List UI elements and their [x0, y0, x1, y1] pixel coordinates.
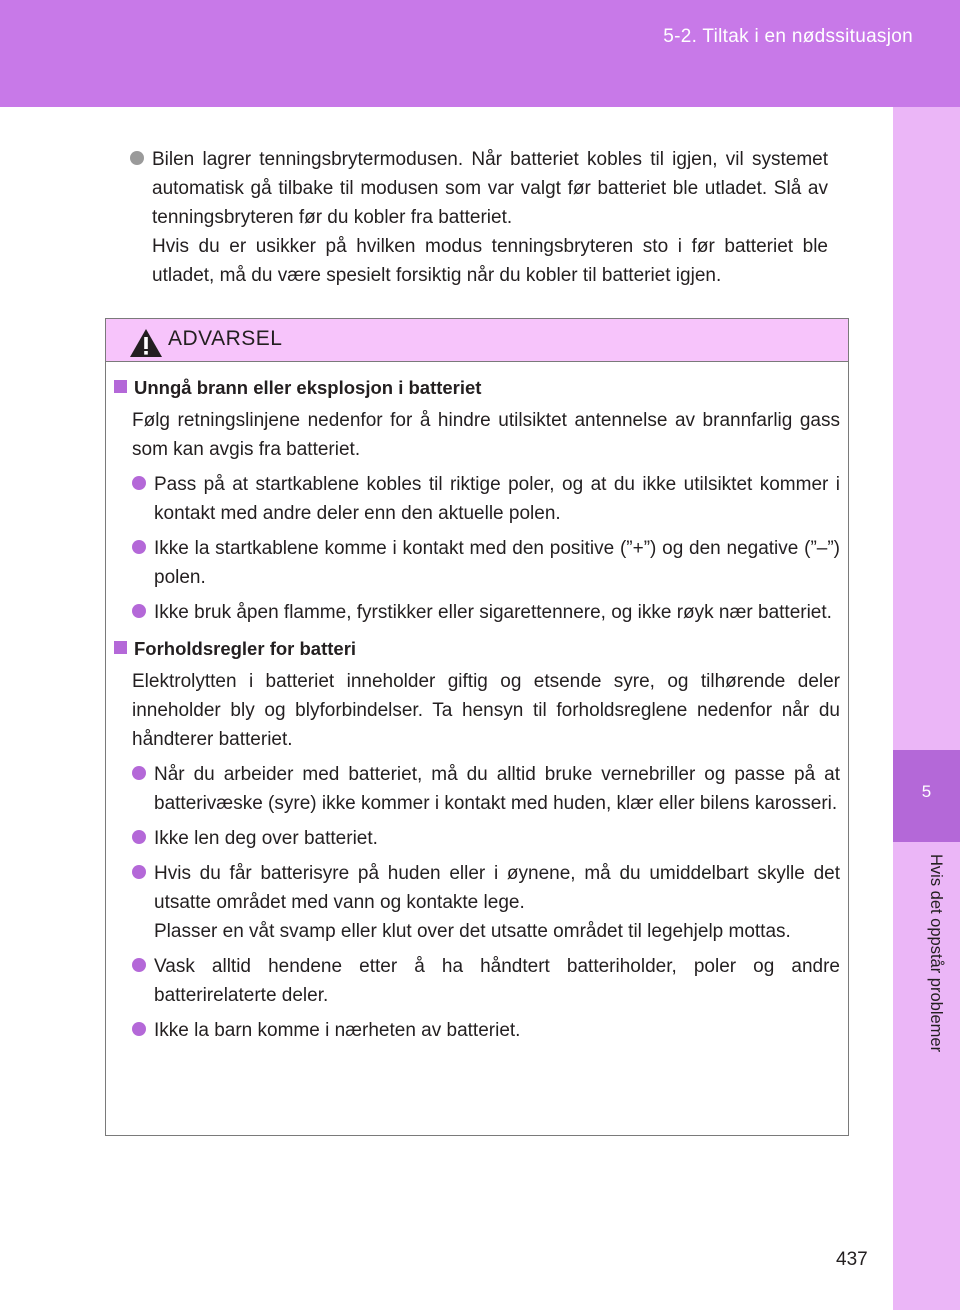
list-item-text: Vask alltid hendene etter å ha håndtert batteriholder, poler og andre batterirelaterte deler. [154, 956, 840, 1006]
section-intro [114, 406, 840, 464]
warning-box [105, 318, 849, 1136]
bullet-dot-icon [132, 958, 146, 972]
warning-triangle-icon [129, 328, 163, 358]
chapter-label-block [893, 842, 960, 1102]
square-bullet-icon [114, 380, 127, 393]
list-item-text: Når du arbeider med batteriet, må du alltid bruke vernebriller og passe på at batterivæske (syre) ikke kommer i kontakt med huden, klær eller bilens karosseri. [154, 764, 840, 814]
bullet-dot-icon [132, 1022, 146, 1036]
section-heading [114, 374, 840, 402]
list-item [132, 1016, 840, 1045]
list-item [132, 598, 840, 627]
warning-title: ADVARSEL [168, 327, 283, 350]
list-item-text: Plasser en våt svamp eller klut over det utsatte området til legehjelp mottas. [154, 921, 791, 942]
section-text: Elektrolytten i batteriet inneholder giftig og etsende syre, og tilhørende deler inneholder bly og blyforbindelser. Ta hensyn til forholdsreglene nedenfor når du håndterer batteriet. [132, 671, 840, 750]
warning-body [114, 374, 840, 1045]
list-item [132, 859, 840, 946]
bullet-dot-icon [132, 540, 146, 554]
list-item [132, 534, 840, 592]
section-text: Følg retningslinjene nedenfor for å hindre utilsiktet antennelse av brannfarlig gass som kan avgis fra batteriet. [132, 410, 840, 460]
bullet-dot-icon [130, 151, 144, 165]
bullet-dot-icon [132, 476, 146, 490]
bullet-dot-icon [132, 830, 146, 844]
page-number: 437 [836, 1249, 868, 1270]
section-intro [114, 667, 840, 754]
chapter-number: 5 [921, 782, 932, 801]
page-header [0, 0, 960, 107]
intro-bullet [130, 145, 828, 290]
chapter-label: Hvis det oppstår problemer [927, 854, 945, 1053]
section-heading-text: Forholdsregler for batteri [134, 638, 357, 659]
bullet-dot-icon [132, 604, 146, 618]
chapter-number-block [893, 750, 960, 842]
section-heading [114, 635, 840, 663]
section-heading-text: Unngå brann eller eksplosjon i batteriet [134, 377, 482, 398]
list-item [132, 760, 840, 818]
side-tab [893, 107, 960, 1310]
bullet-dot-icon [132, 766, 146, 780]
list-item-text: Hvis du får batterisyre på huden eller i øynene, må du umiddelbart skylle det utsatte området med vann og kontakte lege. [154, 863, 840, 913]
list-item [132, 952, 840, 1010]
intro-paragraph-1: Bilen lagrer tenningsbrytermodusen. Når batteriet kobles til igjen, vil systemet automatisk gå tilbake til modusen som var valgt før batteriet ble utladet. Slå av tenningsbryteren før du kobler fra batteriet. [152, 149, 828, 228]
bullet-dot-icon [132, 865, 146, 879]
list-item [132, 824, 840, 853]
section-title: 5-2. Tiltak i en nødssituasjon [663, 26, 913, 47]
warning-header [106, 319, 848, 362]
list-item-text: Ikke bruk åpen flamme, fyrstikker eller sigarettennere, og ikke røyk nær batteriet. [154, 602, 832, 623]
list-item-text: Pass på at startkablene kobles til riktige poler, og at du ikke utilsiktet kommer i kontakt med andre deler enn den aktuelle polen. [154, 474, 840, 524]
intro-block [130, 145, 828, 290]
list-item-text: Ikke la barn komme i nærheten av batteriet. [154, 1020, 521, 1041]
list-item-text: Ikke la startkablene komme i kontakt med den positive (”+”) og den negative (”–”) polen. [154, 538, 840, 588]
intro-paragraph-2: Hvis du er usikker på hvilken modus tenningsbryteren sto i før batteriet ble utladet, må du være spesielt forsiktig når du kobler til batteriet igjen. [152, 236, 828, 286]
list-item [132, 470, 840, 528]
square-bullet-icon [114, 641, 127, 654]
list-item-text: Ikke len deg over batteriet. [154, 828, 378, 849]
